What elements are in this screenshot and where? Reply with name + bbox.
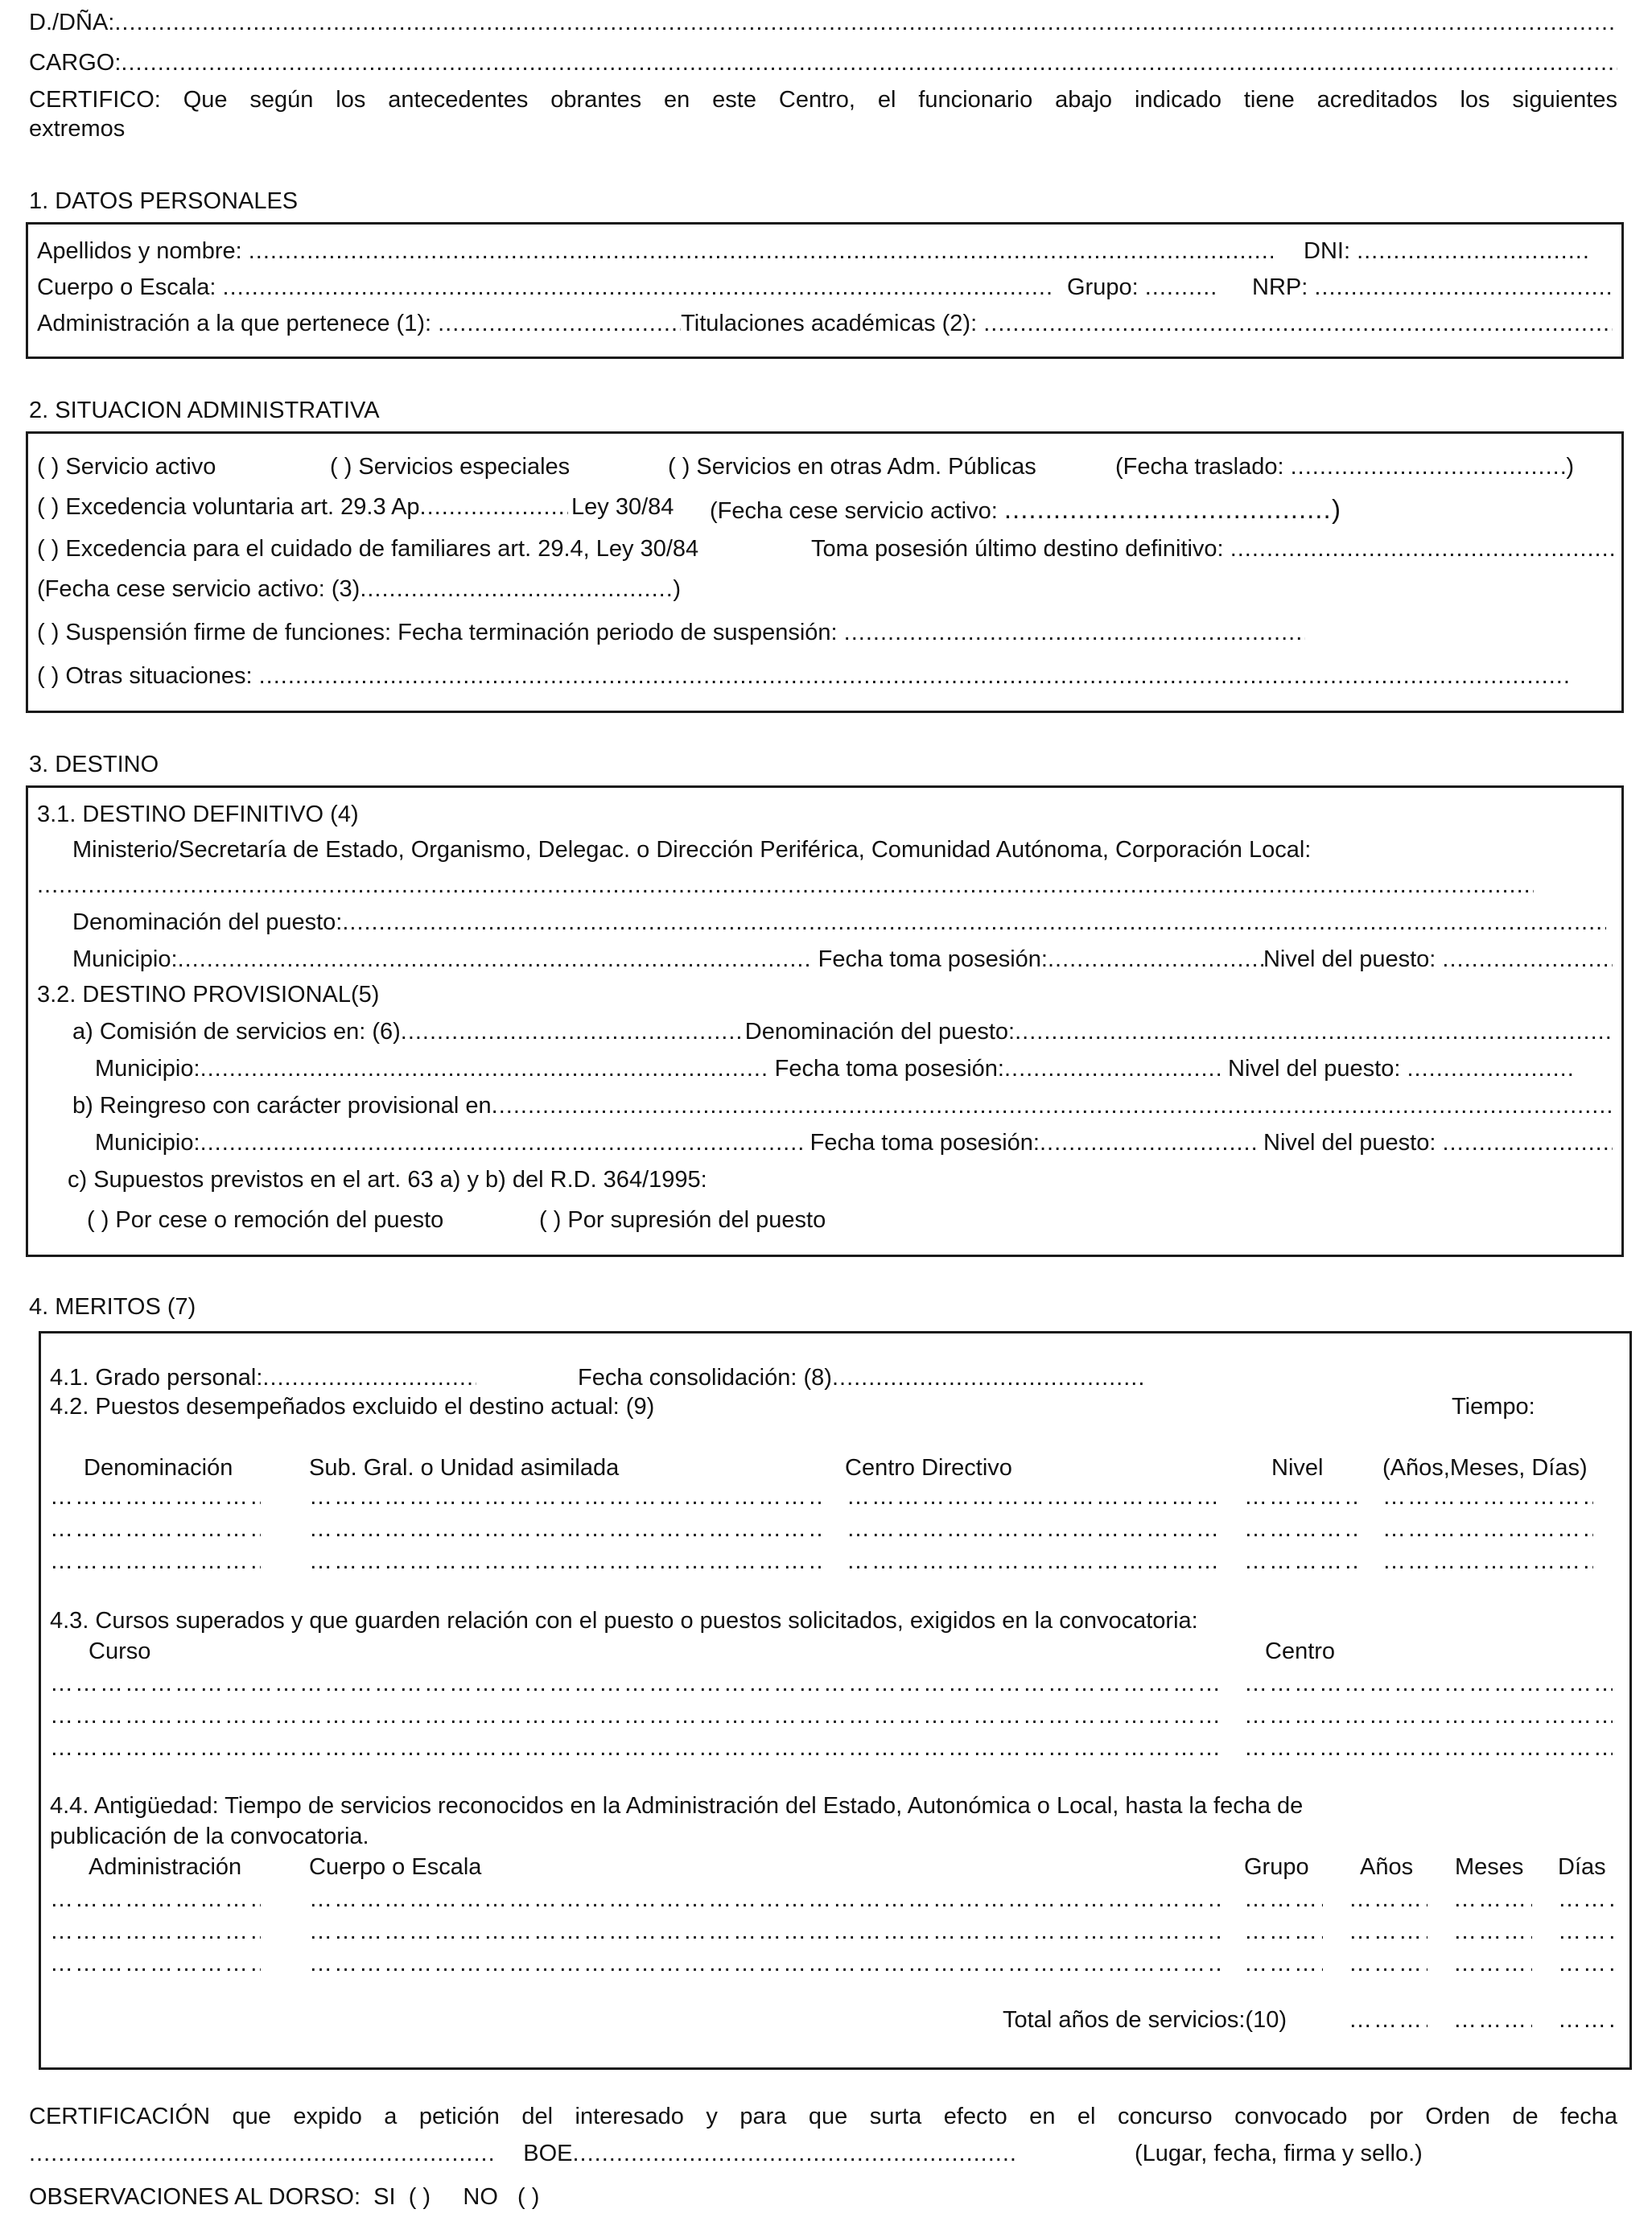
curso-2-name[interactable] xyxy=(50,1704,1218,1728)
col-dias: Días xyxy=(1558,1854,1606,1880)
cuerpo-field[interactable] xyxy=(37,276,1053,299)
administracion-titulaciones-field[interactable] xyxy=(37,312,1613,336)
section-3-title: 3. DESTINO xyxy=(29,752,159,777)
tiempo-label: Tiempo: xyxy=(1452,1394,1535,1420)
antig-2-dias[interactable] xyxy=(1558,1920,1616,1943)
col-denominacion: Denominación xyxy=(84,1455,233,1481)
fecha-cese-fill-line[interactable] xyxy=(1004,496,1332,522)
col-curso: Curso xyxy=(89,1638,151,1664)
comision-municipio-row[interactable] xyxy=(95,1057,1576,1081)
suspension-fill-line[interactable] xyxy=(844,621,1305,645)
grupo-field[interactable] xyxy=(1067,276,1218,299)
nrp-fill-line[interactable] xyxy=(1314,276,1613,299)
fecha-traslado-field[interactable] xyxy=(1115,455,1574,479)
administracion-fill-line[interactable] xyxy=(438,312,681,336)
fecha-cese-3-fill-line[interactable] xyxy=(360,578,673,601)
col-administracion: Administración xyxy=(89,1854,242,1880)
no-label: NO xyxy=(463,2184,498,2210)
denominacion-field[interactable] xyxy=(72,911,1606,934)
nrp-label: NRP: xyxy=(1252,274,1308,300)
col-grupo: Grupo xyxy=(1244,1854,1309,1880)
antig-2-meses[interactable] xyxy=(1453,1920,1532,1943)
toma-posesion-fill-line[interactable] xyxy=(1230,538,1614,561)
puesto-1-subgral[interactable] xyxy=(309,1486,821,1509)
cese-remocion-option[interactable]: ( ) Por cese o remoción del puesto xyxy=(87,1207,444,1233)
col-centro: Centro xyxy=(1265,1638,1336,1664)
lugar-fecha-label: (Lugar, fecha, firma y sello.) xyxy=(1135,2141,1423,2166)
antig-1-grupo[interactable] xyxy=(1244,1888,1323,1911)
grupo-label: Grupo: xyxy=(1067,274,1139,300)
total-anos-label: Total años de servicios:(10) xyxy=(1003,2007,1287,2033)
puesto-3-denominacion[interactable] xyxy=(50,1550,261,1573)
grado-fill-line[interactable] xyxy=(262,1366,476,1390)
otras-situaciones-option[interactable] xyxy=(37,665,1571,688)
destino-definitivo-title: 3.1. DESTINO DEFINITIVO (4) xyxy=(37,802,359,827)
puesto-2-nivel[interactable] xyxy=(1244,1518,1357,1541)
puesto-1-denominacion[interactable] xyxy=(50,1486,261,1509)
antig-3-grupo[interactable] xyxy=(1244,1952,1323,1976)
section-2-title: 2. SITUACION ADMINISTRATIVA xyxy=(29,398,380,423)
fecha-traslado-fill-line[interactable] xyxy=(1291,455,1567,479)
grupo-fill-line[interactable] xyxy=(1145,276,1218,299)
dni-fill-line[interactable] xyxy=(1357,240,1592,263)
servicios-especiales-option[interactable]: ( ) Servicios especiales xyxy=(330,454,571,480)
excedencia-voluntaria-option[interactable] xyxy=(37,496,568,519)
cargo-field[interactable] xyxy=(29,52,1617,75)
apellidos-fill-line[interactable] xyxy=(249,240,1273,263)
orden-boe-row[interactable] xyxy=(29,2142,1019,2166)
nivel-label: Nivel del puesto: xyxy=(1228,1056,1401,1082)
fecha-consolidacion-field[interactable] xyxy=(578,1366,1147,1390)
cargo-fill-line[interactable] xyxy=(121,52,1617,75)
no-checkbox[interactable]: ( ) xyxy=(517,2184,540,2210)
fecha-toma-fill-line[interactable] xyxy=(1048,948,1263,971)
apartado-fill-line[interactable] xyxy=(420,496,568,519)
definitivo-municipio-row[interactable] xyxy=(72,948,1613,971)
nivel-fill-line[interactable] xyxy=(1442,1131,1613,1155)
toma-posesion-field[interactable] xyxy=(811,538,1614,561)
fecha-cese-3-label: (Fecha cese servicio activo: (3) xyxy=(37,576,360,602)
fecha-toma-fill-line[interactable] xyxy=(1004,1057,1221,1081)
titulaciones-fill-line[interactable] xyxy=(983,312,1613,336)
reingreso-label: b) Reingreso con carácter provisional en xyxy=(72,1093,492,1119)
fecha-consolidacion-label: Fecha consolidación: (8) xyxy=(578,1365,832,1391)
col-nivel: Nivel xyxy=(1271,1455,1324,1481)
certifico-line-1: CERTIFICO: Que según los antecedentes obrantes en este Centro, el funcionario abajo indicado tiene acreditados los siguientes xyxy=(29,87,1617,113)
excedencia-voluntaria-label: ( ) Excedencia voluntaria art. 29.3 Ap xyxy=(37,494,420,520)
otras-situaciones-label: ( ) Otras situaciones: xyxy=(37,663,253,689)
col-anos: Años xyxy=(1360,1854,1414,1880)
antig-2-administracion[interactable] xyxy=(50,1920,261,1943)
reingreso-municipio-row[interactable] xyxy=(95,1131,1613,1155)
si-label: SI xyxy=(373,2184,396,2210)
close-paren: ) xyxy=(1566,454,1574,480)
curso-3-name[interactable] xyxy=(50,1737,1218,1760)
puesto-1-nivel[interactable] xyxy=(1244,1486,1357,1509)
close-paren: ) xyxy=(673,576,681,602)
observaciones-row xyxy=(29,2186,539,2209)
col-meses: Meses xyxy=(1455,1854,1524,1880)
section-1-title: 1. DATOS PERSONALES xyxy=(29,188,299,214)
fecha-traslado-label: (Fecha traslado: xyxy=(1115,454,1284,480)
ministerio-fill-line[interactable] xyxy=(37,874,1534,897)
antig-3-dias[interactable] xyxy=(1558,1952,1616,1976)
antig-1-anos[interactable] xyxy=(1349,1888,1427,1911)
nivel-label: Nivel del puesto: xyxy=(1263,1130,1436,1156)
boe-fill-line[interactable] xyxy=(572,2142,1019,2166)
dni-field[interactable] xyxy=(1304,240,1592,263)
denominacion-fill-line[interactable] xyxy=(1015,1020,1613,1044)
fecha-cese-field[interactable] xyxy=(710,496,1341,523)
puesto-3-subgral[interactable] xyxy=(309,1550,821,1573)
puestos-label: 4.2. Puestos desempeñados excluido el destino actual: (9) xyxy=(50,1394,655,1420)
grado-label: 4.1. Grado personal: xyxy=(50,1365,263,1391)
antig-2-grupo[interactable] xyxy=(1244,1920,1323,1943)
antiguedad-line-2: publicación de la convocatoria. xyxy=(50,1824,369,1849)
col-cuerpo: Cuerpo o Escala xyxy=(309,1854,482,1880)
suspension-option[interactable] xyxy=(37,621,1305,645)
municipio-label: Municipio: xyxy=(72,946,178,972)
puesto-2-tiempo[interactable] xyxy=(1382,1518,1593,1541)
municipio-fill-line[interactable] xyxy=(200,1057,768,1081)
supuestos-label: c) Supuestos previstos en el art. 63 a) y b) del R.D. 364/1995: xyxy=(68,1167,707,1193)
titulaciones-label: Titulaciones académicas (2): xyxy=(681,311,978,336)
reingreso-row[interactable] xyxy=(72,1094,1613,1118)
municipio-fill-line[interactable] xyxy=(178,948,812,971)
nivel-fill-line[interactable] xyxy=(1442,948,1613,971)
servicios-otras-adm-option[interactable]: ( ) Servicios en otras Adm. Públicas xyxy=(668,454,1036,480)
antig-2-anos[interactable] xyxy=(1349,1920,1427,1943)
antig-3-cuerpo[interactable] xyxy=(309,1952,1220,1976)
name-fill-line[interactable] xyxy=(114,11,1617,35)
close-paren: ) xyxy=(1332,494,1341,524)
servicio-activo-option[interactable]: ( ) Servicio activo xyxy=(37,454,216,480)
antig-1-dias[interactable] xyxy=(1558,1888,1616,1911)
antig-3-meses[interactable] xyxy=(1453,1952,1532,1976)
curso-2-centro[interactable] xyxy=(1244,1704,1613,1728)
administracion-label: Administración a la que pertenece (1): xyxy=(37,311,432,336)
fecha-cese-3-field[interactable] xyxy=(37,578,681,601)
destino-provisional-title: 3.2. DESTINO PROVISIONAL(5) xyxy=(37,982,380,1008)
si-checkbox[interactable]: ( ) xyxy=(408,2184,431,2210)
apellidos-label: Apellidos y nombre: xyxy=(37,238,242,264)
fecha-toma-label: Fecha toma posesión: xyxy=(818,946,1048,972)
comision-fill-line[interactable] xyxy=(401,1020,745,1044)
ley-30-84-label: Ley 30/84 xyxy=(571,494,674,520)
total-meses[interactable] xyxy=(1453,2009,1532,2032)
toma-posesion-label: Toma posesión último destino definitivo: xyxy=(811,536,1224,562)
ministerio-label: Ministerio/Secretaría de Estado, Organismo, Delegac. o Dirección Periférica, Comunidad Autónoma, Corporación Local: xyxy=(72,837,1312,863)
puesto-3-tiempo[interactable] xyxy=(1382,1550,1593,1573)
puesto-1-tiempo[interactable] xyxy=(1382,1486,1593,1509)
total-anos[interactable] xyxy=(1349,2009,1427,2032)
antig-3-administracion[interactable] xyxy=(50,1952,261,1976)
curso-1-name[interactable] xyxy=(50,1672,1218,1696)
puesto-3-centro[interactable] xyxy=(847,1550,1218,1573)
antig-2-cuerpo[interactable] xyxy=(309,1920,1220,1943)
municipio-label: Municipio: xyxy=(95,1130,200,1156)
puesto-2-denominacion[interactable] xyxy=(50,1518,261,1541)
antig-3-anos[interactable] xyxy=(1349,1952,1427,1976)
total-dias[interactable] xyxy=(1558,2009,1616,2032)
curso-3-centro[interactable] xyxy=(1244,1737,1613,1760)
denominacion-fill-line[interactable] xyxy=(342,911,1606,934)
certifico-line-2: extremos xyxy=(29,116,126,142)
curso-1-centro[interactable] xyxy=(1244,1672,1613,1696)
cursos-label: 4.3. Cursos superados y que guarden relación con el puesto o puestos solicitados, exigidos en la convocatoria: xyxy=(50,1608,1198,1634)
fecha-consolidacion-fill-line[interactable] xyxy=(832,1366,1147,1390)
otras-situaciones-fill-line[interactable] xyxy=(259,665,1571,688)
nivel-fill-line[interactable] xyxy=(1407,1057,1576,1081)
fecha-cese-label: (Fecha cese servicio activo: xyxy=(710,498,998,524)
comision-label: a) Comisión de servicios en: (6) xyxy=(72,1019,401,1045)
cuerpo-label: Cuerpo o Escala: xyxy=(37,274,216,300)
grado-field[interactable] xyxy=(50,1366,476,1390)
supresion-option[interactable]: ( ) Por supresión del puesto xyxy=(539,1207,826,1233)
denominacion-label: Denominación del puesto: xyxy=(72,909,343,935)
nrp-field[interactable] xyxy=(1252,276,1613,299)
certificacion-line-1: CERTIFICACIÓN que expido a petición del interesado y para que surta efecto en el concurso convocado por Orden de fecha xyxy=(29,2104,1617,2129)
comision-row[interactable] xyxy=(72,1020,1613,1044)
antiguedad-line-1: 4.4. Antigüedad: Tiempo de servicios reconocidos en la Administración del Estado, Autonómica o Local, hasta la fecha de xyxy=(50,1793,1304,1819)
orden-fecha-fill-line[interactable] xyxy=(29,2142,497,2166)
section-4-title: 4. MERITOS (7) xyxy=(29,1294,196,1320)
puesto-3-nivel[interactable] xyxy=(1244,1550,1357,1573)
excedencia-cuidado-option[interactable]: ( ) Excedencia para el cuidado de familiares art. 29.4, Ley 30/84 xyxy=(37,536,699,562)
col-centro-directivo: Centro Directivo xyxy=(845,1455,1012,1481)
cuerpo-fill-line[interactable] xyxy=(223,276,1053,299)
cargo-label: CARGO: xyxy=(29,50,122,76)
municipio-fill-line[interactable] xyxy=(200,1131,804,1155)
denominacion-label: Denominación del puesto: xyxy=(744,1019,1016,1045)
puesto-2-subgral[interactable] xyxy=(309,1518,821,1541)
municipio-label: Municipio: xyxy=(95,1056,200,1082)
observaciones-label: OBSERVACIONES AL DORSO: xyxy=(29,2184,361,2210)
col-subgral: Sub. Gral. o Unidad asimilada xyxy=(309,1455,620,1481)
puesto-2-centro[interactable] xyxy=(847,1518,1218,1541)
suspension-label: ( ) Suspensión firme de funciones: Fecha terminación periodo de suspensión: xyxy=(37,620,838,645)
nivel-label: Nivel del puesto: xyxy=(1263,946,1436,972)
reingreso-fill-line[interactable] xyxy=(492,1094,1613,1118)
name-field[interactable] xyxy=(29,11,1617,35)
antig-1-meses[interactable] xyxy=(1453,1888,1532,1911)
antig-1-administracion[interactable] xyxy=(50,1888,261,1911)
fecha-toma-fill-line[interactable] xyxy=(1040,1131,1257,1155)
dni-label: DNI: xyxy=(1304,238,1350,264)
col-tiempo: (Años,Meses, Días) xyxy=(1382,1455,1588,1481)
apellidos-field[interactable] xyxy=(37,240,1273,263)
fecha-toma-label: Fecha toma posesión: xyxy=(774,1056,1004,1082)
fecha-toma-label: Fecha toma posesión: xyxy=(810,1130,1040,1156)
antig-1-cuerpo[interactable] xyxy=(309,1888,1220,1911)
boe-label: BOE xyxy=(523,2141,573,2166)
name-label: D./DÑA: xyxy=(29,10,115,35)
puesto-1-centro[interactable] xyxy=(847,1486,1218,1509)
